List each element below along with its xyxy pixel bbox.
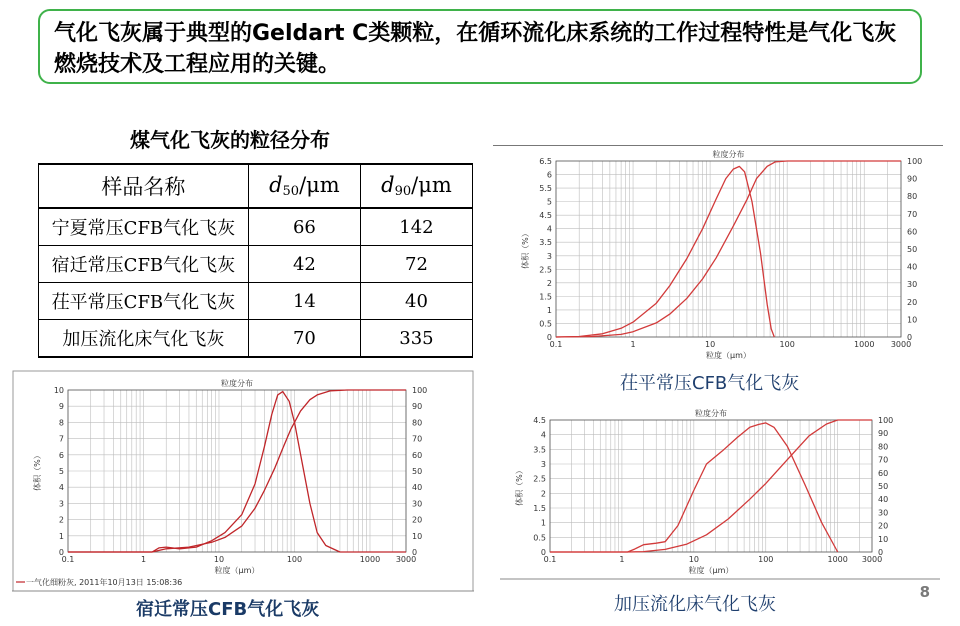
- y-axis-label: 体积（%）: [33, 451, 42, 491]
- caption-pressurized: 加压流化床气化飞灰: [614, 594, 776, 615]
- grid-lines: [556, 161, 901, 337]
- chart-title: 粒度分布: [221, 379, 253, 388]
- y2-tick-label: 50: [412, 467, 423, 476]
- cell-sample: 加压流化床气化飞灰: [39, 320, 249, 358]
- y2-tick-label: 80: [412, 418, 423, 428]
- x-axis-label: 粒度（μm）: [706, 351, 751, 360]
- table-row: [39, 208, 473, 246]
- y-axis-label: 体积（%）: [515, 466, 524, 506]
- y-tick-label: 6: [546, 170, 552, 180]
- distribution-series-line: [68, 392, 406, 552]
- y-tick-label: 7: [58, 434, 64, 444]
- y-tick-label: 1: [540, 518, 546, 528]
- y-tick-label: 3: [58, 499, 64, 509]
- caption-chiping: 茌平常压CFB气化飞灰: [620, 373, 800, 394]
- table-header-row: [39, 164, 473, 208]
- y2-tick-label: 90: [412, 402, 423, 412]
- table-row: [39, 320, 473, 358]
- col-header-d50: $d_{50}/\mu m$: [248, 164, 360, 208]
- chart-suqian: [12, 370, 474, 592]
- y-tick-label: 9: [58, 402, 64, 412]
- y2-tick-label: 100: [878, 416, 894, 425]
- col-header-sample: 样品名称: [39, 164, 249, 208]
- y2-tick-label: 10: [907, 315, 918, 325]
- y2-tick-label: 50: [878, 482, 889, 491]
- y2-tick-label: 50: [907, 245, 918, 254]
- chart-footnote: 一气化细粉灰, 2011年10月13日 15:08:36: [26, 578, 183, 587]
- callout-text: 气化飞灰属于典型的Geldart C类颗粒，在循环流化床系统的工作过程特性是气化飞灰燃烧技术及工程应用的关键。: [54, 21, 897, 77]
- y-tick-label: 2.5: [539, 265, 552, 275]
- y-tick-label: 3.5: [533, 445, 546, 455]
- y2-tick-label: 60: [907, 227, 918, 237]
- y2-tick-label: 40: [907, 262, 918, 272]
- x-tick-label: 1000: [854, 340, 875, 349]
- cumulative-series-line: [556, 161, 901, 337]
- y-tick-label: 5.5: [539, 184, 552, 194]
- x-tick-label: 1: [140, 555, 147, 564]
- y2-tick-label: 40: [412, 483, 423, 493]
- caption-suqian: 宿迁常压CFB气化飞灰: [136, 599, 320, 620]
- cell-d90: 335: [360, 320, 472, 358]
- grid-lines: [68, 390, 406, 552]
- y2-tick-label: 20: [878, 521, 889, 531]
- y2-tick-label: 40: [878, 495, 889, 505]
- y-tick-label: 5: [58, 467, 64, 476]
- y-axis-label: 体积（%）: [521, 229, 530, 269]
- y-tick-label: 3: [546, 251, 552, 261]
- chart-chiping: [493, 146, 943, 370]
- cell-d50: 66: [248, 208, 360, 246]
- cell-d90: 142: [360, 208, 472, 246]
- chart-title: 粒度分布: [695, 409, 727, 418]
- x-tick-label: 1000: [359, 555, 381, 564]
- cumulative-series-line: [550, 420, 872, 552]
- x-tick-label: 100: [779, 340, 795, 349]
- y-tick-label: 1.5: [533, 504, 546, 513]
- table-title: 煤气化飞灰的粒径分布: [130, 128, 330, 152]
- y-tick-label: 10: [53, 386, 64, 395]
- x-tick-label: 10: [213, 555, 225, 564]
- y2-tick-label: 90: [878, 429, 889, 439]
- y2-tick-label: 30: [412, 499, 423, 509]
- y2-tick-label: 70: [907, 209, 918, 219]
- x-axis-label: 粒度（μm）: [688, 566, 734, 575]
- cell-d90: 72: [360, 246, 472, 283]
- cell-sample: 宁夏常压CFB气化飞灰: [39, 208, 249, 246]
- y-tick-label: 3.5: [539, 238, 552, 248]
- y2-tick-label: 10: [412, 531, 423, 541]
- y-tick-label: 4: [546, 224, 552, 234]
- cell-d90: 40: [360, 283, 472, 320]
- x-tick-label: 3000: [890, 340, 912, 349]
- table-row: [39, 246, 473, 283]
- y-tick-label: 2: [540, 489, 546, 499]
- x-tick-label: 3000: [395, 555, 417, 564]
- y2-tick-label: 70: [412, 434, 423, 444]
- y-tick-label: 4: [58, 483, 64, 493]
- chart-pressurized: [500, 402, 940, 580]
- y2-tick-label: 20: [412, 515, 423, 525]
- y2-tick-label: 0: [878, 548, 884, 557]
- y2-tick-label: 0: [907, 333, 913, 342]
- y-tick-label: 6: [58, 450, 64, 460]
- y-tick-label: 2: [58, 515, 64, 525]
- y-tick-label: 6.5: [539, 157, 552, 166]
- y2-tick-label: 90: [907, 174, 918, 184]
- x-tick-label: 10: [705, 340, 716, 349]
- x-tick-label: 0.1: [543, 555, 557, 564]
- key-point-callout: [38, 9, 922, 84]
- x-tick-label: 10: [688, 555, 699, 564]
- y-tick-label: 2: [546, 278, 552, 288]
- x-tick-label: 0.1: [549, 340, 563, 349]
- x-tick-label: 3000: [861, 555, 883, 564]
- cell-d50: 70: [248, 320, 360, 358]
- y2-tick-label: 20: [907, 297, 918, 307]
- x-tick-label: 100: [758, 555, 774, 564]
- y2-tick-label: 80: [907, 192, 918, 202]
- y2-tick-label: 60: [878, 468, 889, 478]
- y-tick-label: 0: [546, 333, 552, 342]
- y2-tick-label: 70: [878, 455, 889, 465]
- x-tick-label: 1: [630, 340, 636, 349]
- x-tick-label: 1000: [827, 555, 848, 564]
- y-tick-label: 0: [540, 548, 546, 557]
- y2-tick-label: 10: [878, 534, 889, 544]
- cell-d50: 42: [248, 246, 360, 283]
- distribution-series-line: [556, 166, 774, 337]
- y-tick-label: 4.5: [533, 416, 546, 425]
- y-tick-label: 1: [58, 531, 64, 541]
- y2-tick-label: 100: [907, 157, 923, 166]
- y2-tick-label: 80: [878, 442, 889, 452]
- y-tick-label: 5: [546, 197, 552, 207]
- y2-tick-label: 30: [878, 508, 889, 518]
- page-number: 8: [919, 583, 930, 601]
- x-tick-label: 100: [286, 555, 303, 564]
- y-tick-label: 0.5: [533, 533, 546, 543]
- y-tick-label: 2.5: [533, 474, 546, 484]
- particle-size-table: [38, 163, 473, 358]
- x-tick-label: 0.1: [61, 555, 75, 564]
- y2-tick-label: 30: [907, 280, 918, 290]
- y2-tick-label: 0: [412, 548, 418, 557]
- y-tick-label: 1.5: [539, 292, 552, 302]
- y2-tick-label: 100: [412, 386, 428, 395]
- y2-tick-label: 60: [412, 450, 423, 460]
- y-tick-label: 4: [540, 430, 546, 440]
- cell-sample: 茌平常压CFB气化飞灰: [39, 283, 249, 320]
- x-axis-label: 粒度（μm）: [214, 566, 260, 575]
- y-tick-label: 3: [540, 460, 546, 469]
- col-header-d90: $d_{90}/\mu m$: [360, 164, 472, 208]
- table-row: [39, 283, 473, 320]
- plot-area: [556, 161, 901, 337]
- y-tick-label: 8: [58, 418, 64, 428]
- cell-sample: 宿迁常压CFB气化飞灰: [39, 246, 249, 283]
- x-tick-label: 1: [619, 555, 625, 564]
- y-tick-label: 0.5: [539, 319, 552, 329]
- y-tick-label: 4.5: [539, 211, 552, 221]
- cell-d50: 14: [248, 283, 360, 320]
- y-tick-label: 1: [546, 305, 552, 315]
- y-tick-label: 0: [58, 548, 64, 557]
- chart-title: 粒度分布: [712, 150, 745, 159]
